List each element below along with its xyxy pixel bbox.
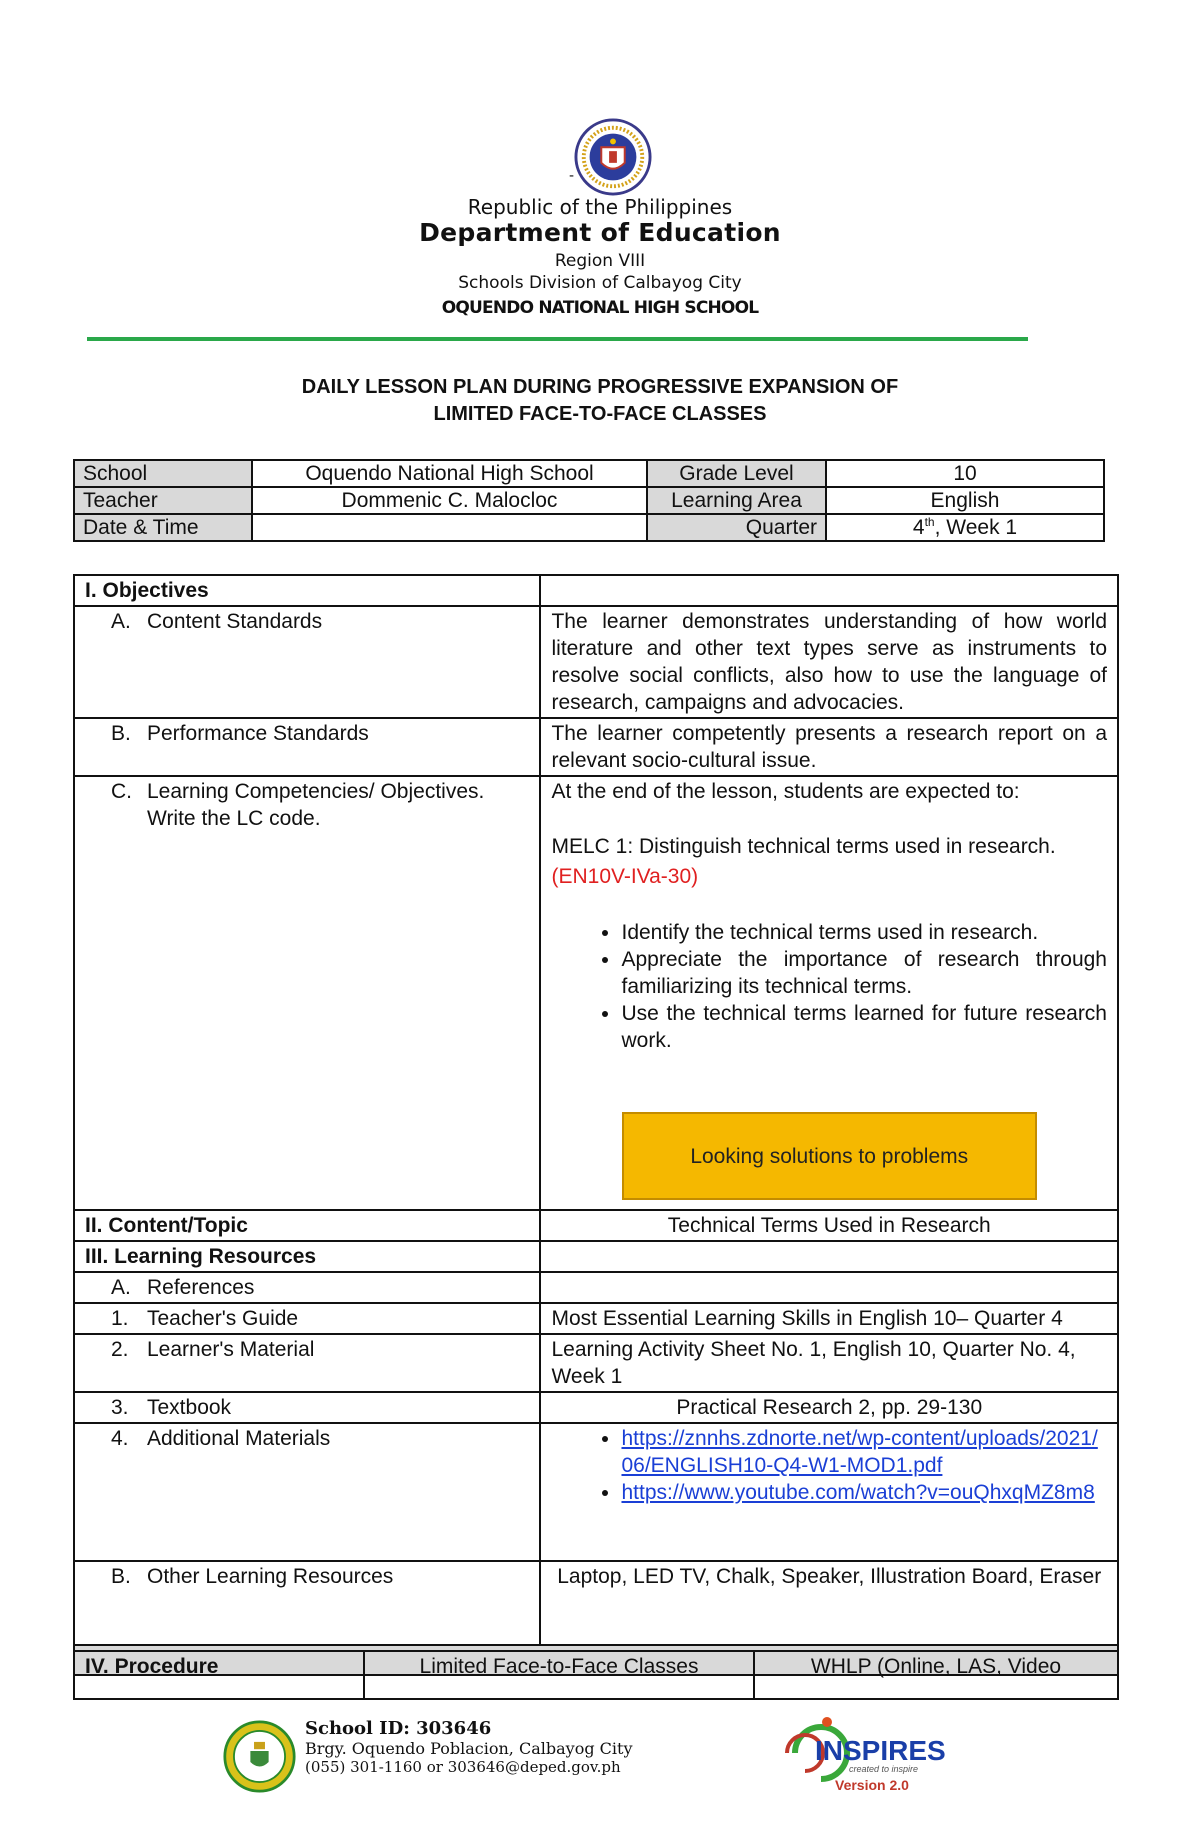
- info-row-school: [74, 460, 1104, 487]
- learning-area-value: English: [826, 487, 1104, 514]
- additional-materials-number: 4.: [111, 1427, 129, 1450]
- procedure-col-whlp: WHLP (Online, LAS, Video: [754, 1651, 1118, 1699]
- teachers-guide-row: [74, 1303, 1118, 1334]
- footer-contact: [305, 1718, 632, 1776]
- youtube-video-link[interactable]: https://www.youtube.com/watch?v=ouQhxqMZ8m8: [621, 1481, 1095, 1504]
- inspires-logo: [765, 1708, 955, 1798]
- additional-materials-links: [551, 1425, 1107, 1506]
- info-table: [73, 459, 1105, 542]
- school-label: School: [74, 460, 252, 487]
- procedure-row: [74, 1651, 1118, 1699]
- textbook-row: [74, 1392, 1118, 1423]
- references-empty-cell: [540, 1272, 1118, 1303]
- other-resources-label-cell: [74, 1561, 540, 1645]
- competency-bullet: • Appreciate the importance of research through familiarizing its technical terms.: [621, 946, 1107, 1000]
- deped-seal-logo: [574, 118, 652, 196]
- additional-materials-row: [74, 1423, 1118, 1561]
- content-standards-row: [74, 606, 1118, 718]
- objectives-heading: I. Objectives: [74, 575, 540, 606]
- quarter-suffix: th: [924, 515, 935, 529]
- department-heading: Department of Education: [419, 218, 781, 247]
- content-standards-text: The learner demonstrates understanding of how world literature and other text types serve as instruments to resolve social conflicts, also how to use the language of research, campaigns and advocacies.: [540, 606, 1118, 718]
- melc-line: [551, 832, 1107, 892]
- learning-area-label: Learning Area: [647, 487, 826, 514]
- learners-material-row: [74, 1334, 1118, 1392]
- teachers-guide-label-cell: [74, 1303, 540, 1334]
- procedure-table: [73, 1650, 1119, 1700]
- references-row: [74, 1272, 1118, 1303]
- content-topic-row: [74, 1210, 1118, 1241]
- competency-intro: At the end of the lesson, students are expected to:: [551, 780, 1020, 803]
- additional-materials-label: Additional Materials: [147, 1427, 331, 1450]
- content-topic-value: Technical Terms Used in Research: [540, 1210, 1118, 1241]
- inspires-version: Version 2.0: [835, 1777, 909, 1793]
- learners-material-value: Learning Activity Sheet No. 1, English 10, Quarter No. 4, Week 1: [540, 1334, 1118, 1392]
- textbook-number: 3.: [111, 1396, 129, 1419]
- quarter-value: [826, 514, 1104, 541]
- other-resources-value: Laptop, LED TV, Chalk, Speaker, Illustration Board, Eraser: [540, 1561, 1118, 1645]
- references-label: References: [147, 1276, 255, 1299]
- date-time-value: [252, 514, 647, 541]
- objectives-row: [74, 575, 1118, 606]
- teachers-guide-label: Teacher's Guide: [147, 1307, 299, 1330]
- school-value: Oquendo National High School: [252, 460, 647, 487]
- school-heading: OQUENDO NATIONAL HIGH SCHOOL: [441, 298, 759, 318]
- textbook-label: Textbook: [147, 1396, 232, 1419]
- lesson-plan-table: [73, 574, 1119, 1676]
- procedure-col-f2f: Limited Face-to-Face Classes: [364, 1651, 754, 1699]
- additional-materials-label-cell: [74, 1423, 540, 1561]
- performance-standards-row: [74, 718, 1118, 776]
- grade-level-label: Grade Level: [647, 460, 826, 487]
- teacher-label: Teacher: [74, 487, 252, 514]
- textbook-value: Practical Research 2, pp. 29-130: [540, 1392, 1118, 1423]
- quarter-week: , Week 1: [934, 516, 1018, 539]
- performance-standards-text: The learner competently presents a research report on a relevant socio-cultural issue.: [540, 718, 1118, 776]
- footer-phone-email: (055) 301-1160 or 303646@deped.gov.ph: [305, 1758, 621, 1776]
- teachers-guide-number: 1.: [111, 1307, 129, 1330]
- quarter-number: 4: [912, 516, 925, 539]
- learning-resources-empty-cell: [540, 1241, 1118, 1272]
- info-row-date: [74, 514, 1104, 541]
- learning-resources-heading: III. Learning Resources: [74, 1241, 540, 1272]
- learners-material-label: Learner's Material: [147, 1338, 315, 1361]
- competency-bullet: • Identify the technical terms used in research.: [621, 919, 1107, 946]
- references-letter: A.: [111, 1276, 131, 1299]
- date-time-label: Date & Time: [74, 514, 252, 541]
- callout-text: Looking solutions to problems: [690, 1144, 969, 1168]
- teacher-value: Dommenic C. Malocloc: [252, 487, 647, 514]
- performance-standards-label-cell: [74, 718, 540, 776]
- region-heading: Region VIII: [554, 251, 646, 271]
- learning-competencies-row: [74, 776, 1118, 1210]
- content-standards-letter: A.: [111, 610, 131, 633]
- learners-material-label-cell: [74, 1334, 540, 1392]
- learning-resources-row: [74, 1241, 1118, 1272]
- callout-box: [622, 1112, 1037, 1200]
- learning-competencies-cell: [540, 776, 1118, 1210]
- performance-standards-letter: B.: [111, 722, 131, 745]
- footer-school-id: School ID: 303646: [305, 1718, 492, 1739]
- additional-materials-cell: [540, 1423, 1118, 1561]
- performance-standards-label: Performance Standards: [147, 722, 369, 745]
- document-title-line-2: LIMITED FACE-TO-FACE CLASSES: [433, 403, 767, 425]
- info-row-teacher: [74, 487, 1104, 514]
- other-resources-letter: B.: [111, 1565, 131, 1588]
- republic-heading: Republic of the Philippines: [467, 195, 733, 219]
- melc-code: (EN10V-IVa-30): [551, 865, 699, 888]
- textbook-label-cell: [74, 1392, 540, 1423]
- footer-address: Brgy. Oquendo Poblacion, Calbayog City: [305, 1739, 633, 1758]
- inspires-wordmark: INSPIRES: [815, 1735, 946, 1766]
- content-standards-label: Content Standards: [147, 610, 323, 633]
- document-title-line-1: DAILY LESSON PLAN DURING PROGRESSIVE EXPANSION OF: [301, 376, 899, 398]
- school-seal-logo: [223, 1720, 296, 1793]
- header-divider: [87, 337, 1028, 341]
- learning-competencies-label: Learning Competencies/ Objectives. Write the LC code.: [147, 780, 485, 830]
- other-resources-label: Other Learning Resources: [147, 1565, 394, 1588]
- learning-competencies-label-cell: [74, 776, 540, 1210]
- quarter-label: Quarter: [647, 514, 826, 541]
- learning-competencies-letter: C.: [111, 780, 132, 803]
- competency-bullets: [551, 919, 1107, 1054]
- content-topic-heading: II. Content/Topic: [74, 1210, 540, 1241]
- competency-bullet: • Use the technical terms learned for future research work.: [621, 1000, 1107, 1054]
- references-label-cell: [74, 1272, 540, 1303]
- procedure-heading: IV. Procedure: [74, 1651, 364, 1699]
- objectives-empty-cell: [540, 575, 1118, 606]
- melc-text: MELC 1: Distinguish technical terms used in research.: [551, 835, 1056, 858]
- header-dash: -: [569, 168, 575, 184]
- division-heading: Schools Division of Calbayog City: [458, 273, 742, 293]
- module-pdf-link[interactable]: https://znnhs.zdnorte.net/wp-content/uploads/2021/06/ENGLISH10-Q4-W1-MOD1.pdf: [621, 1427, 1098, 1477]
- teachers-guide-value: Most Essential Learning Skills in English 10– Quarter 4: [540, 1303, 1118, 1334]
- learners-material-number: 2.: [111, 1338, 129, 1361]
- grade-level-value: 10: [826, 460, 1104, 487]
- inspires-tagline: created to inspire: [849, 1764, 919, 1774]
- content-standards-label-cell: [74, 606, 540, 718]
- other-resources-row: [74, 1561, 1118, 1645]
